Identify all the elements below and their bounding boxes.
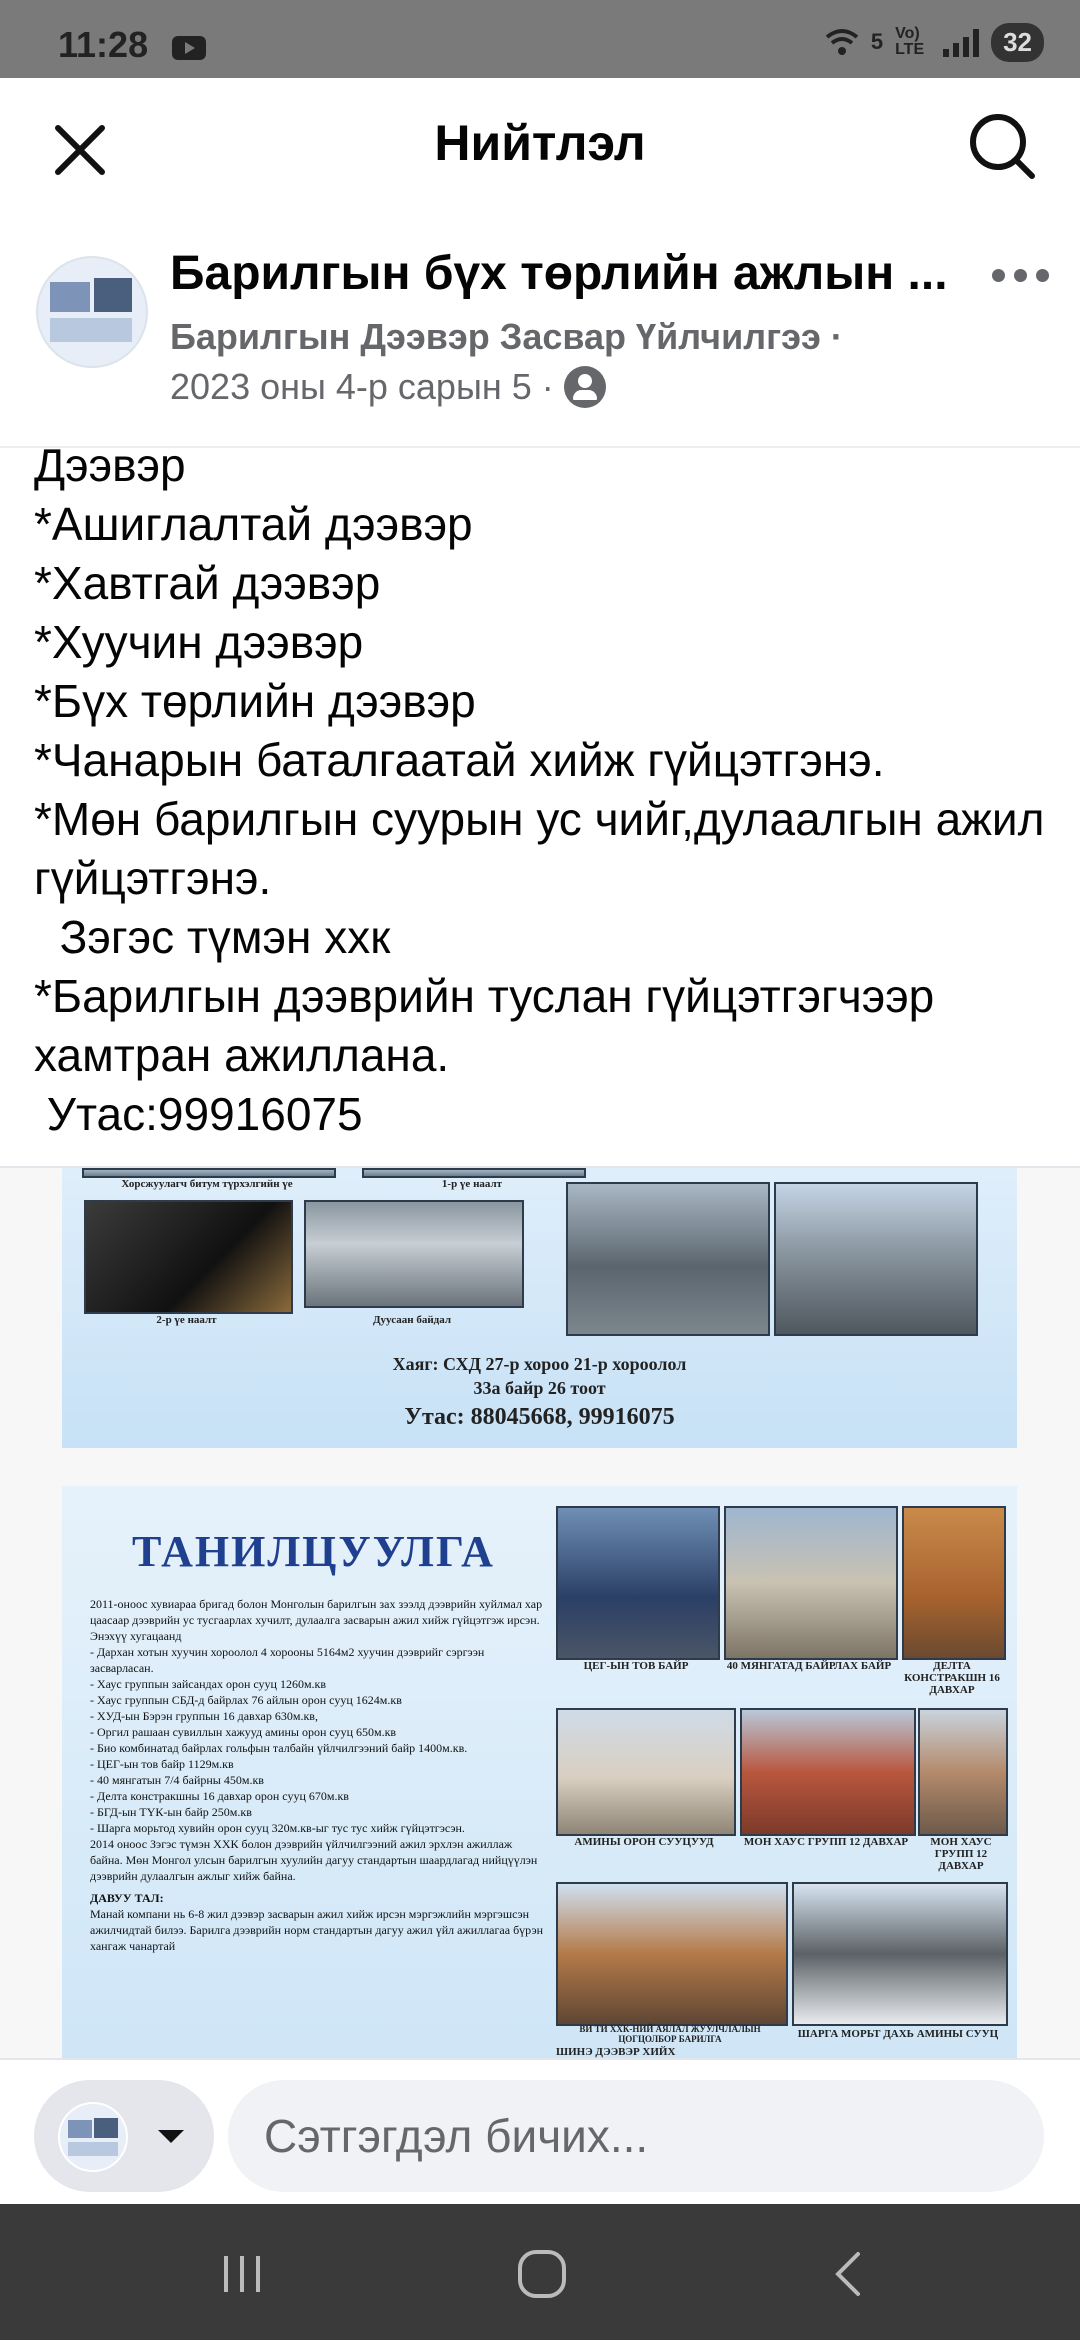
flyer-caption: 2-р үе наалт: [156, 1314, 217, 1326]
signal-icon: [943, 27, 979, 57]
back-button[interactable]: [808, 2244, 888, 2304]
battery-indicator: 32: [991, 23, 1044, 62]
search-icon: [964, 108, 1040, 184]
flyer-title: ТАНИЛЦУУЛГА: [132, 1527, 495, 1576]
volte-label: Vo) LTE: [895, 25, 925, 58]
flyer-top: [62, 1168, 1017, 1448]
wifi-icon: [825, 27, 859, 57]
flyer-caption: Дуусаан байдал: [372, 1314, 451, 1326]
app-header: [0, 78, 1080, 210]
page-name[interactable]: Барилгын бүх төрлийн ажлын ...: [170, 247, 948, 300]
page-title: Нийтлэл: [434, 115, 646, 171]
avatar: [58, 2102, 128, 2172]
comment-input[interactable]: [228, 2080, 1044, 2192]
comment-as-selector[interactable]: [34, 2080, 214, 2192]
post-meta: [170, 366, 606, 408]
post-header: [0, 222, 1080, 442]
more-options-button[interactable]: [992, 260, 1052, 290]
flyer-address: 33а байр 26 тоот: [473, 1378, 606, 1398]
home-icon: [502, 2244, 582, 2304]
status-time: 11:28: [58, 24, 149, 65]
friends-icon: [564, 366, 606, 408]
post-text: Дээвэр *Ашиглалтай дээвэр *Хавтгай дээвэр *Хуучин дээвэр *Бүх төрлийн дээвэр *Чанарын баталгаатай хийж гүйцэтгэнэ. *Мөн барилгын суурын ус чийг,дулаалгын ажил гүйцэтгэнэ. Зэгэс түмэн ххк *Барилгын дээврийн туслан гүйцэтгэгчээр хамтран ажиллана. Утас:99916075: [34, 439, 1045, 1140]
home-button[interactable]: [502, 2244, 582, 2304]
post-photo[interactable]: [0, 1168, 1080, 2058]
flyer-caption: 1-р үе наалт: [441, 1178, 503, 1190]
flyer-address: Хаяг: СХД 27-р хороо 21-р хороолол: [392, 1354, 687, 1374]
status-icons: [825, 22, 1044, 62]
search-button[interactable]: [964, 108, 1040, 184]
network-type: 5: [870, 29, 884, 54]
youtube-notification-icon: [172, 36, 206, 60]
page-avatar[interactable]: [36, 256, 148, 368]
flyer-bottom: ТАНИЛЦУУЛГА 2011-оноос хувиараа бригад болон Монголын барилгын зах зээлд дээврийн хуйлмал хар цаасаар дээврийн ус тусгаарлах хучилт, дулаалга засварын ажил хийж гүйцэтгэж ирсэн. Энэхүү хугацаанд - Дархан хотын хуучин хороолол 4 хорооны 5164м2 хуучин дээврийг сэргээн засварласан. - Хаус группын зайсандах орон сууц 1260м.кв - Хаус группын СБД-д байрлах 76 айлын орон сууц 1624м.кв - ХУД-ын Бэрэн группын 16 давхар 630м.кв, - Оргил рашаан сувиллын хажууд амины орон сууц 650м.кв - Био комбинатад байрлах гольфын талбайн үйлчилгээний байр 1400м.кв. - ЦЕГ-ын тов байр 1129м.кв - 40 мянгатын 7/4 байрны 450м.кв - Делта констракшны 16 давхар орон сууц 670м.кв - БГД-ын ТҮК-ын байр 250м.кв - Шарга морьтод хувийн орон сууц 320м.кв-ыг тус тус хийж гүйцэтгэсэн. 2014 оноос Зэгэс түмэн ХХК болон дээврийн үйлчилгээний ажил эрхлэн ажиллаж байна. Мөн Монгол улсын барилгын хуулийн дагуу стандартын шаардлагад нийцүүлэн дээврийн дулаалгын ажлыг хийж байна. ДАВУУ ТАЛ: Манай компани нь 6-8 жил дээвэр засварын ажил хийж ирсэн мэргэжлийн мэргэшсэн ажилчидтай билээ. Барилга дээврийн норм стандартын дагуу ажил үйл ажиллагаа бүрэн хангаж чанартай ЦЕГ-ЫН ТОВ БАЙР 40 МЯНГАТАД БАЙРЛАХ БАЙР ДЕЛТА КОНСТРАКШН 16 ДАВХАР АМИНЫ ОРОН СУУЦУУД МОН ХАУС ГРУПП 12 ДАВХАР МОН ХАУС ГРУПП 12 ДАВХАР ВИ ТИ ХХК-НИЙ АЯЛАЛ ЖУУЛЧЛАЛЫН ЦОГЦОЛБОР БАРИЛГА ШАРГА МОРЬТ ДАХЬ АМИНЫ СУУЦ ШИНЭ ДЭЭВЭР ХИЙХ: [62, 1486, 1017, 2058]
more-icon: [992, 269, 1005, 282]
post-date[interactable]: 2023 оны 4-р сарын 5 ·: [170, 366, 554, 407]
comment-bar: [0, 2058, 1080, 2206]
poster-name[interactable]: Барилгын Дээвэр Засвар Үйлчилгээ ·: [170, 316, 843, 357]
recents-button[interactable]: [202, 2244, 282, 2304]
status-bar: [0, 0, 1080, 78]
system-nav-bar: [0, 2204, 1080, 2340]
flyer-phone: Утас: 88045668, 99916075: [404, 1404, 675, 1430]
chevron-down-icon: [158, 2130, 184, 2143]
flyer-body: 2011-оноос хувиараа бригад болон Монголын барилгын зах зээлд дээврийн хуйлмал хар цаасаар дээврийн ус тусгаарлах хучилт, дулаалга засварын ажил хийж гүйцэтгэж ирсэн. Энэхүү хугацаанд - Дархан хотын хуучин хороолол 4 хорооны 5164м2 хуучин дээврийг сэргээн засварласан. - Хаус группын зайсандах орон сууц 1260м.кв - Хаус группын СБД-д байрлах 76 айлын орон сууц 1624м.кв - ХУД-ын Бэрэн группын 16 давхар 630м.кв, - Оргил рашаан сувиллын хажууд амины орон сууц 650м.кв - Био комбинатад байрлах гольфын талбайн үйлчилгээний байр 1400м.кв. - ЦЕГ-ын тов байр 1129м.кв - 40 мянгатын 7/4 байрны 450м.кв - Делта констракшны 16 давхар орон сууц 670м.кв - БГД-ын ТҮК-ын байр 250м.кв - Шарга морьтод хувийн орон сууц 320м.кв-ыг тус тус хийж гүйцэтгэсэн. 2014 оноос Зэгэс түмэн ХХК болон дээврийн үйлчилгээний ажил эрхлэн ажиллаж байна. Мөн Монгол улсын барилгын хуулийн дагуу стандартын шаардлагад нийцүүлэн дээврийн дулаалгын ажлыг хийж байна. ДАВУУ ТАЛ: Манай компани нь 6-8 жил дээвэр засварын ажил хийж ирсэн мэргэжлийн мэргэшсэн ажилчидтай билээ. Барилга дээврийн норм стандартын дагуу ажил үйл ажиллагаа бүрэн хангаж чанартай: [90, 1597, 544, 1953]
back-icon: [808, 2244, 888, 2304]
flyer-caption: Хорсжуулагч битум түрхэлгийн үе: [121, 1178, 293, 1190]
recents-icon: [202, 2244, 282, 2304]
